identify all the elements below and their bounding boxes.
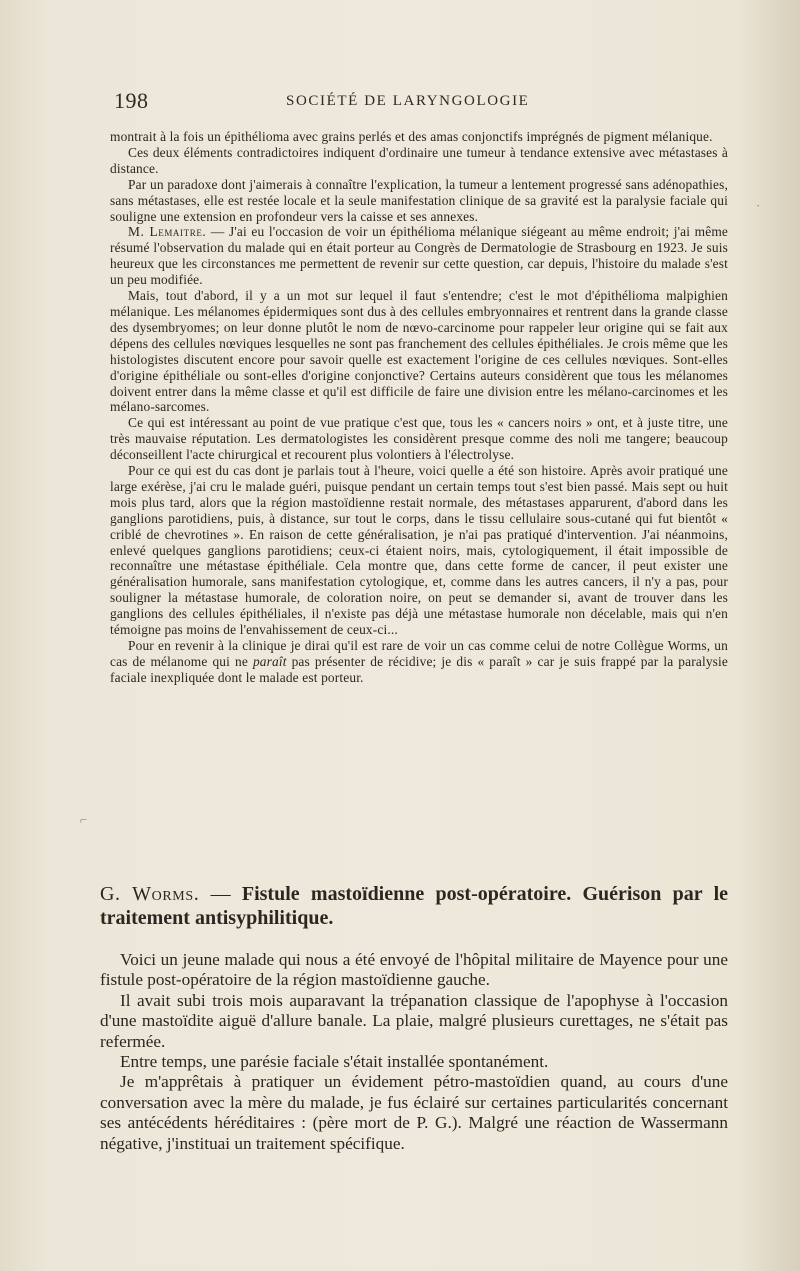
discussion-paragraph: Ces deux éléments contradictoires indiquent d'ordinaire une tumeur à tendance extensive avec métastases à distance. — [110, 144, 728, 176]
discussion-paragraph: Ce qui est intéressant au point de vue pratique c'est que, tous les « cancers noirs » ont, et à juste titre, une très mauvaise réputation. Les dermatologistes les considèrent presque comme des noli me tangere; beaucoup déconseillent l'acte chirurgical et recourent plus volontiers à l'électrolyse. — [110, 415, 728, 463]
page-header — [114, 88, 734, 114]
italic-word: paraît — [252, 653, 287, 669]
margin-speck: · — [756, 198, 761, 213]
text-run: Pour en revenir à la clinique je dirai qu'il est rare de voir un cas comme celui de notre Collègue Worms, un cas de mélanome qui ne — [110, 638, 728, 669]
running-head: SOCIÉTÉ DE LARYNGOLOGIE — [286, 93, 530, 109]
discussion-paragraph — [110, 638, 728, 686]
section-author: G. Worms. — [100, 883, 200, 905]
discussion-paragraph: Par un paradoxe dont j'aimerais à connaître l'explication, la tumeur a lentement progressé sans adénopathies, sans métastases, elle est restée locale et la seule manifestation clinique de sa gravité est la paralysie faciale qui souligne une extension en profondeur vers la caisse et ses annexes. — [110, 176, 728, 224]
case-paragraph: Je m'apprêtais à pratiquer un évidement pétro-mastoïdien quand, au cours d'une conversation avec la mère du malade, je fus éclairé sur certaines particularités concernant ses antécédents héréditaires : (père mort de P. G.). Malgré une réaction de Wassermann négative, j'instituai un traitement spécifique. — [100, 1072, 728, 1153]
margin-stroke: ⌐ — [80, 812, 88, 827]
page-number: 198 — [114, 88, 149, 113]
heading-dash: — — [199, 883, 242, 905]
discussion-paragraph: montrait à la fois un épithélioma avec grains perlés et des amas conjonctifs imprégnés de pigment mélanique. — [110, 129, 713, 144]
section-title: Fistule mastoïdienne post-opératoire. Guérison par le traitement antisyphilitique. — [100, 883, 729, 929]
case-paragraph: Voici un jeune malade qui nous a été envoyé de l'hôpital militaire de Mayence pour une fistule post-opératoire de la région mastoïdienne gauche. — [100, 950, 728, 990]
case-paragraph: Il avait subi trois mois auparavant la trépanation classique de l'apophyse à l'occasion d'une mastoïdite aiguë d'allure banale. La plaie, malgré plusieurs curettages, ne s'était pas refermée. — [100, 990, 728, 1051]
speaker-name: M. Lemaitre. — [128, 224, 207, 240]
speaker-remark: — J'ai eu l'occasion de voir un épithélioma mélanique siégeant au même endroit; j'ai même résumé l'observation du malade qui en était porteur au Congrès de Dermatologie de Strasbourg en 1923. Je suis heureux que les circonstances me permettent de revenir sur cette question, car depuis, l'histoire du malade s'est un peu modifiée. — [110, 224, 728, 288]
case-report-section — [100, 882, 728, 1154]
discussion-paragraph: Pour ce qui est du cas dont je parlais tout à l'heure, voici quelle a été son histoire. Après avoir pratiqué une large exérèse, j'ai cru le malade guéri, puisque pendant un certain temps tout s'est bien passé. Mais sept ou huit mois plus tard, alors que la région mastoïdienne restait normale, des métastases apparurent, d'abord dans les ganglions parotidiens, puis, à distance, sur tout le corps, dans le tissu cellulaire sous-cutané qui fut bientôt « criblé de chevrotines ». En raison de cette généralisation, je n'ai pas pratiqué d'intervention. J'ai néanmoins, enlevé quelques ganglions parotidiens; ceux-ci étaient noirs, mais, cytologiquement, il était impossible de reconnaître une métastase épithéliale. Cela montre que, dans cette forme de cancer, il peut exister une généralisation humorale, sans manifestation cytologique, et, comme dans les autres cancers, il n'y a pas, pour souligner la métastase humorale, de coloration noire, on peut se demander si, avant de trouver dans les ganglions des cellules épithéliales, il n'existe pas déjà une métastase humorale non décelable, mais qui n'en témoigne pas moins de l'envahissement de ceux-ci... — [110, 463, 728, 638]
discussion-text — [110, 129, 728, 686]
case-paragraph: Entre temps, une parésie faciale s'était installée spontanément. — [120, 1052, 549, 1072]
case-report-text — [100, 950, 728, 1154]
text-run: pas présenter de récidive; je dis « paraît » car je suis frappé par la paralysie faciale inexpliquée dont le malade est porteur. — [110, 653, 728, 685]
discussion-paragraph — [110, 224, 728, 288]
discussion-paragraph: Mais, tout d'abord, il y a un mot sur lequel il faut s'entendre; c'est le mot d'épithélioma malpighien mélanique. Les mélanomes épidermiques sont dus à des cellules embryonnaires et rentrent dans la grande classe des dysembryomes; on leur donne plutôt le nom de nœvo-carcinome pour rappeler leur origine qui se fait aux dépens des cellules nœviques lesquelles ne sont pas franchement des cellules épithéliales. Je crois même que les histologistes discutent encore pour savoir quelle est exactement l'origine de ces cellules nœviques. Sont-elles d'origine épithéliale ou sont-elles d'origine conjonctive? Certains auteurs considèrent que tous les mélanomes doivent entrer dans la même classe et qu'il est difficile de faire une division entre les mélano-carcinomes et les mélano-sarcomes. — [110, 288, 728, 415]
section-heading — [100, 882, 728, 930]
